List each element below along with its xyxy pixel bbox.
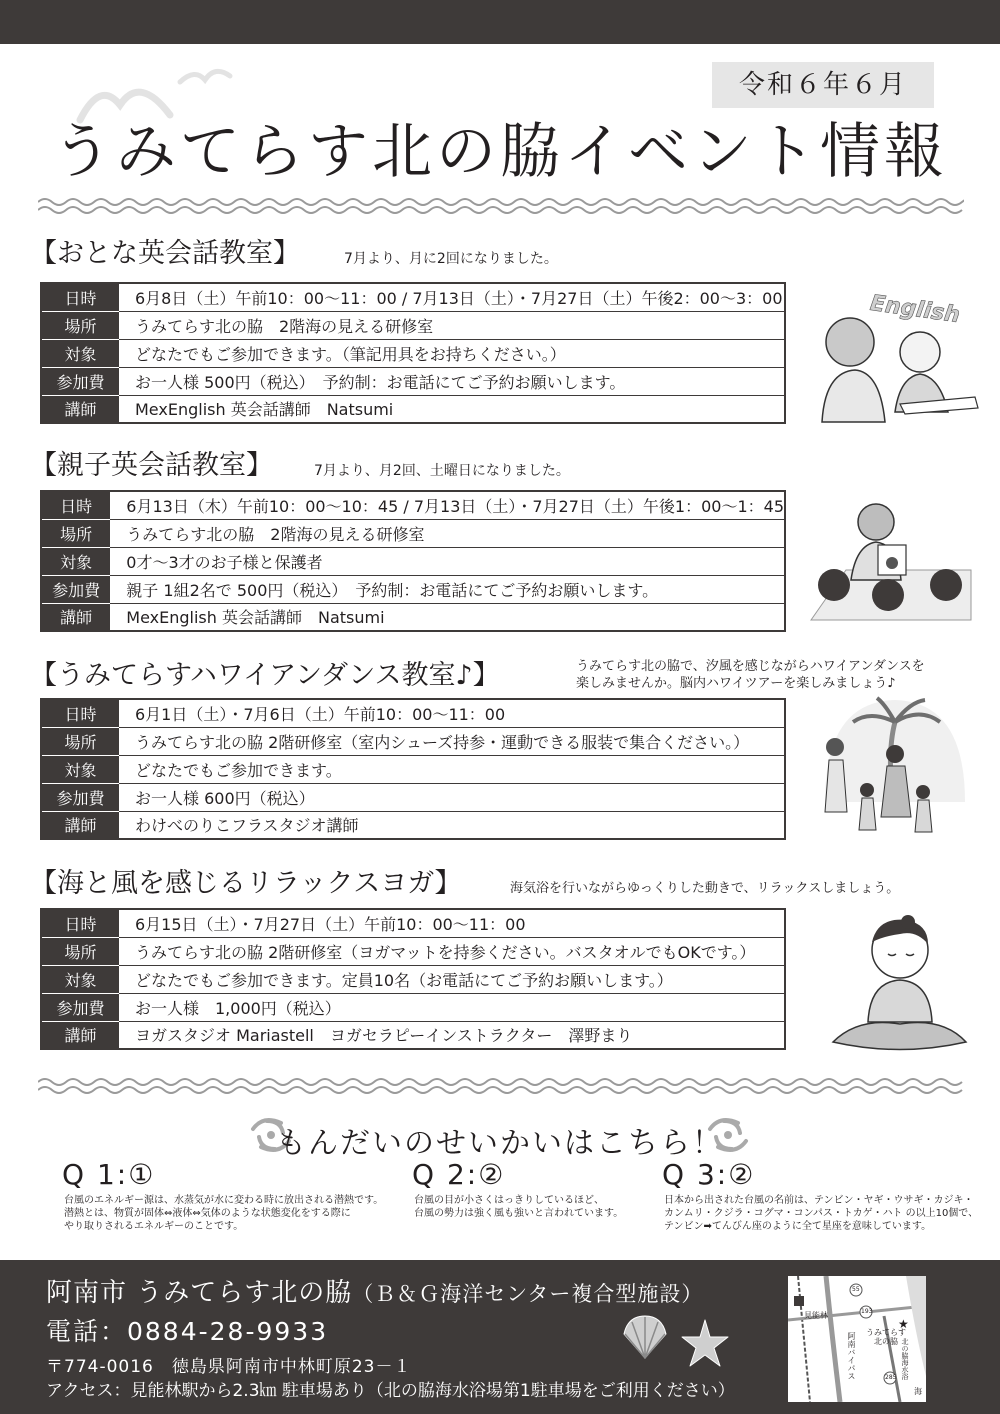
row-value: 0才～3才のお子様と保護者 bbox=[110, 547, 785, 575]
table-row bbox=[41, 519, 785, 547]
quiz-answer-q3: Q 3:② bbox=[662, 1158, 756, 1191]
address: 〒774-0016 徳島県阿南市中林町原23－１ bbox=[46, 1357, 412, 1377]
row-label: 講師 bbox=[41, 811, 119, 839]
table-row bbox=[41, 575, 785, 603]
quiz-answers-title: もんだいのせいかいはこちら！ bbox=[276, 1126, 724, 1161]
svg-text:★: ★ bbox=[898, 1317, 909, 1331]
row-value: どなたでもご参加できます。 bbox=[119, 755, 785, 783]
access-map bbox=[788, 1276, 926, 1402]
shell-icon bbox=[620, 1314, 670, 1360]
table-row bbox=[41, 603, 785, 631]
map-route-55: 55 bbox=[852, 1286, 860, 1293]
row-label: 講師 bbox=[41, 603, 110, 631]
quiz-explanation-q3: 日本から出された台風の名前は、テンビン・ヤギ・ウサギ・カジキ・ カンムリ・クジラ・コグマ・コンパス・トカゲ・ハト の以上10個で、 テンビン➡てんびん座のように全て星座を意味しています。 bbox=[664, 1195, 979, 1232]
map-label-facility: うみてらす 北の脇 bbox=[866, 1328, 906, 1346]
access-info: アクセス：見能林駅から2.3㎞ 駐車場あり（北の脇海水浴場第1駐車場をご利用ください） bbox=[46, 1381, 735, 1401]
event-title-parent-child-english: 【親子英会話教室】 bbox=[30, 450, 273, 481]
table-row bbox=[41, 993, 785, 1021]
row-label: 場所 bbox=[41, 519, 110, 547]
row-value: うみてらす北の脇 2階海の見える研修室 bbox=[110, 519, 785, 547]
event-table-relax-yoga bbox=[40, 908, 786, 1050]
table-row bbox=[41, 283, 785, 311]
quiz-explanation-q1: 台風のエネルギー源は、水蒸気が水に変わる時に放出される潜熱です。 潜熱とは、物質が固体⇔液体⇔気体のような状態変化をする際に やり取りされるエネルギーのことです。 bbox=[64, 1195, 384, 1232]
row-value: どなたでもご参加できます。（筆記用具をお持ちください。） bbox=[119, 339, 785, 367]
map-route-285: 285 bbox=[885, 1374, 897, 1381]
row-label: 日時 bbox=[41, 909, 119, 937]
page-title: うみてらす北の脇イベント情報 bbox=[52, 117, 948, 187]
map-label-station: 見能林 bbox=[804, 1311, 828, 1320]
event-title-hawaiian-dance: 【うみてらすハワイアンダンス教室♪】 bbox=[30, 660, 500, 691]
issue-date: 令和６年６月 bbox=[712, 62, 934, 108]
event-table-hawaiian-dance bbox=[40, 698, 786, 840]
map-label-bypass: 阿南バイパス bbox=[847, 1332, 856, 1380]
row-label: 対象 bbox=[41, 965, 119, 993]
row-label: 参加費 bbox=[41, 367, 119, 395]
row-value: わけべのりこフラスタジオ講師 bbox=[119, 811, 785, 839]
table-row bbox=[41, 339, 785, 367]
facility-name-main: 阿南市 うみてらす北の脇 bbox=[46, 1278, 353, 1308]
table-row bbox=[41, 965, 785, 993]
row-value: 6月15日（土）・7月27日（土）午前10：00～11：00 bbox=[119, 909, 785, 937]
map-label-road: 北の脇海水浴 bbox=[901, 1338, 909, 1380]
english-word-art: English bbox=[868, 290, 962, 329]
event-note: うみてらす北の脇で、汐風を感じながらハワイアンダンスを 楽しみませんか。脳内ハワイツアーを楽しみましょう♪ bbox=[576, 659, 925, 691]
row-label: 日時 bbox=[41, 283, 119, 311]
row-value: ヨガスタジオ Mariastell ヨガセラピーインストラクター 澤野まり bbox=[119, 1021, 785, 1049]
table-row bbox=[41, 755, 785, 783]
event-note: 7月より、月2回、土曜日になりました。 bbox=[314, 463, 570, 479]
row-label: 場所 bbox=[41, 311, 119, 339]
event-note: 7月より、月に2回になりました。 bbox=[344, 251, 558, 267]
row-value: うみてらす北の脇 2階研修室（ヨガマットを持参ください。バスタオルでもOKです。） bbox=[119, 937, 785, 965]
starfish-icon bbox=[680, 1318, 730, 1368]
table-row bbox=[41, 1021, 785, 1049]
phone-number: 電話：0884-28-9933 bbox=[46, 1317, 329, 1346]
row-label: 対象 bbox=[41, 755, 119, 783]
map-label-sea: 海 bbox=[914, 1387, 922, 1396]
row-value: うみてらす北の脇 2階海の見える研修室 bbox=[119, 311, 785, 339]
row-label: 日時 bbox=[41, 491, 110, 519]
quiz-explanation-q2: 台風の目が小さくはっきりしているほど、 台風の勢力は強く風も強いと言われています。 bbox=[414, 1195, 624, 1219]
table-row bbox=[41, 937, 785, 965]
table-row bbox=[41, 547, 785, 575]
quiz-answer-q1: Q 1:① bbox=[62, 1158, 156, 1191]
table-row bbox=[41, 491, 785, 519]
row-label: 講師 bbox=[41, 395, 119, 423]
facility-name-sub: （Ｂ＆Ｇ海洋センター複合型施設） bbox=[352, 1282, 704, 1306]
row-label: 日時 bbox=[41, 699, 119, 727]
event-title-adult-english: 【おとな英会話教室】 bbox=[30, 238, 300, 269]
row-label: 場所 bbox=[41, 727, 119, 755]
row-label: 講師 bbox=[41, 1021, 119, 1049]
row-value: 6月1日（土）・7月6日（土）午前10：00～11：00 bbox=[119, 699, 785, 727]
row-value: 6月8日（土）午前10：00～11：00 / 7月13日（土）・7月27日（土）午後2：00～3：00 bbox=[119, 283, 785, 311]
table-row bbox=[41, 367, 785, 395]
table-row bbox=[41, 395, 785, 423]
typhoon-icon bbox=[703, 1110, 753, 1160]
hawaiian-dance-illustration bbox=[815, 692, 975, 842]
row-value: 親子 1組2名で 500円（税込） 予約制：お電話にてご予約お願いします。 bbox=[110, 575, 785, 603]
table-row bbox=[41, 727, 785, 755]
facility-name bbox=[46, 1272, 703, 1309]
row-value: うみてらす北の脇 2階研修室（室内シューズ持参・運動できる服装で集合ください。） bbox=[119, 727, 785, 755]
table-row bbox=[41, 699, 785, 727]
map-route-193: 193 bbox=[861, 1308, 873, 1315]
row-label: 参加費 bbox=[41, 993, 119, 1021]
row-label: 参加費 bbox=[41, 575, 110, 603]
row-value: お一人様 1,000円（税込） bbox=[119, 993, 785, 1021]
top-bar bbox=[0, 0, 1000, 44]
row-value: お一人様 500円（税込） 予約制：お電話にてご予約お願いします。 bbox=[119, 367, 785, 395]
table-row bbox=[41, 311, 785, 339]
event-table-adult-english bbox=[40, 282, 786, 424]
footer bbox=[0, 1260, 1000, 1414]
table-row bbox=[41, 783, 785, 811]
row-value: MexEnglish 英会話講師 Natsumi bbox=[110, 603, 785, 631]
event-table-parent-child-english bbox=[40, 490, 786, 632]
row-value: どなたでもご参加できます。定員10名（お電話にてご予約お願いします。） bbox=[119, 965, 785, 993]
row-value: 6月13日（木）午前10：00～10：45 / 7月13日（土）・7月27日（土）午後1：00～1：45 bbox=[110, 491, 785, 519]
wave-divider bbox=[38, 196, 964, 216]
row-value: お一人様 600円（税込） bbox=[119, 783, 785, 811]
row-value: MexEnglish 英会話講師 Natsumi bbox=[119, 395, 785, 423]
english-conversation-illustration bbox=[800, 282, 980, 427]
event-title-relax-yoga: 【海と風を感じるリラックスヨガ】 bbox=[30, 868, 462, 899]
table-row bbox=[41, 811, 785, 839]
yoga-illustration bbox=[828, 912, 968, 1057]
parent-child-class-illustration bbox=[806, 500, 976, 625]
table-row bbox=[41, 909, 785, 937]
quiz-answer-q2: Q 2:② bbox=[412, 1158, 506, 1191]
wave-divider bbox=[38, 1076, 964, 1096]
row-label: 対象 bbox=[41, 547, 110, 575]
row-label: 対象 bbox=[41, 339, 119, 367]
row-label: 参加費 bbox=[41, 783, 119, 811]
row-label: 場所 bbox=[41, 937, 119, 965]
event-note: 海気浴を行いながらゆっくりした動きで、リラックスしましょう。 bbox=[510, 881, 900, 896]
